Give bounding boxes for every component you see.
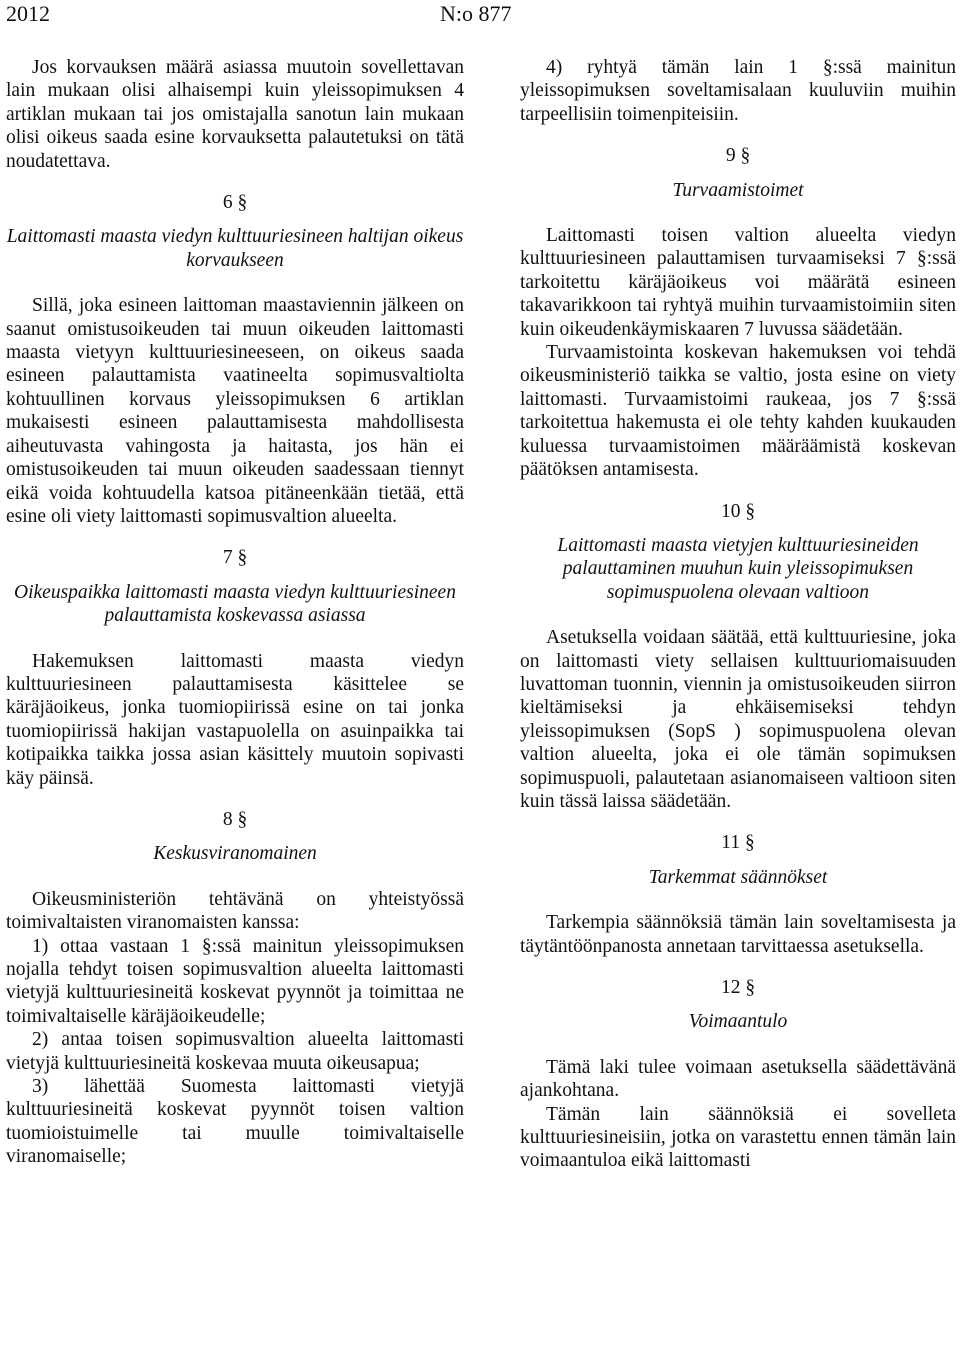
statute-number: N:o 877 [440,1,512,26]
list-item-4: 4) ryhtyä tämän lain 1 §:ssä mainitun yleissopimuksen soveltamisalaan kuuluviin muihin tarpeellisiin toimenpiteisiin. [520,57,956,125]
section-9 [520,144,956,481]
section-paragraph: Turvaamistointa koskevan hakemuksen voi tehdä oikeusministeriö taikka se valtio, josta esine on viety laittomasti. Turvaamistoimi raukeaa, jos 7 §:ssä tarkoitettua hakemusta ei ole tehty kahden kuukauden kuluessa turvaamistoimen määräämistä koskevan päätöksen antamisesta. [520,342,956,481]
section-12 [520,976,956,1173]
left-column [6,56,464,1169]
section-7 [6,546,464,790]
section-paragraph: Sillä, joka esineen laittoman maastaviennin jälkeen on saanut omistusoikeuden tai muun oikeuden laittomasti maasta vietyyn kulttuuriesineeseen, on oikeus saada esineen palauttamista vaatineelta sopimusvaltiolta kohtuullinen korvaus yleissopimuksen 6 artiklan mukaisesti esineen palauttamisesta mahdollisesta aiheutuvasta vahingosta ja haitasta, jos hän ei omistusoikeuden tai muun oikeuden saadessaan tiennyt eikä voida kohtuudella katsoa pitäneenkään tietää, että esine oli viety laittomasti sopimusvaltion alueelta. [6,295,464,527]
section-6 [6,191,464,528]
section-number: 7 § [222,547,248,569]
section-number: 12 § [720,977,756,998]
right-column [520,56,956,1173]
section-number: 8 § [222,808,248,830]
section-10 [520,500,956,814]
section-paragraph: Asetuksella voidaan säätää, että kulttuuriesine, joka on laittomasti viety sellaisen kulttuuriomaisuuden luvattoman tuonnin, viennin ja omistusoikeuden siirron kieltämiseksi ja ehkäisemiseksi tehdyn yleissopimuksen (SopS ) sopimuspuolena olevan valtion alueelta, joka ei ole tämän sopimuksen sopimuspuoli, palautetaan asianomaiseen valtioon siten kuin tässä laissa säädetään. [520,627,956,812]
section-paragraph: Tämä laki tulee voimaan asetuksella säädettävänä ajankohtana. [520,1056,956,1102]
section-title: Oikeuspaikka laittomasti maasta viedyn kulttuuriesineen palauttamista koskevassa asiassa [14,581,456,627]
section-11 [520,831,956,958]
section-number: 10 § [720,500,756,522]
section-title: Laittomasti maasta viedyn kulttuuriesineen haltijan oikeus korvaukseen [6,226,464,271]
section-number: 9 § [725,145,751,167]
section-title: Voimaantulo [688,1011,788,1033]
section-paragraph: Tämän lain säännöksiä ei sovelleta kulttuuriesineisiin, jotka on varastettu ennen tämän lain voimaantuloa eikä laittomasti [520,1103,956,1172]
section-number: 6 § [222,192,248,214]
section-title: Turvaamistoimet [672,179,804,201]
list-item-3: 3) lähettää Suomesta laittomasti vietyjä kulttuuriesineitä koskevat pyynnöt toisen valtion tuomioistuimelle tai muulle toimivaltaiselle viranomaiselle; [6,1076,464,1168]
list-item-2: 2) antaa toisen sopimusvaltion alueelta laittomasti vietyjä kulttuuriesineitä koskevaa muuta oikeusapua; [6,1029,464,1074]
section-title: Laittomasti maasta vietyjen kulttuuriesineiden palauttaminen muuhun kuin yleissopimuksen sopimuspuolena olevaan valtioon [557,534,919,603]
running-header [0,0,960,30]
section-paragraph: Hakemuksen laittomasti maasta viedyn kulttuuriesineen palauttamisesta käsittelee se käräjäoikeus, jonka tuomiopiirissä esine on tai jonka tuomiopiirissä hakijan vastapuolella on asuinpaikka tai kotipaikka taikka jossa asian käsittely muutoin sopivasti käy päinsä. [6,650,464,789]
section-title: Tarkemmat säännökset [648,866,828,888]
section-8 [6,808,464,1169]
list-item-1: 1) ottaa vastaan 1 §:ssä mainitun yleissopimuksen nojalla tehdyt toisen sopimusvaltion alueelta laittomasti vietyjä kulttuuriesineitä koskevat pyynnöt ja toimittaa ne toimivaltaiselle käräjäoikeudelle; [6,935,464,1027]
section-paragraph: Laittomasti toisen valtion alueelta viedyn kulttuuriesineen palauttamisen turvaamiseksi 7 §:ssä tarkoitettu käräjäoikeus voi määrätä esineen takavarikkoon tai ryhtyä muihin turvaamistoimiin siten kuin oikeudenkäymiskaaren 7 luvussa säädetään. [520,225,956,340]
section-title: Keskusviranomainen [153,843,317,865]
left-intro-paragraph: Jos korvauksen määrä asiassa muutoin sovellettavan lain mukaan olisi alhaisempi kuin yleissopimuksen 4 artiklan mukaan tai jos omistajalla sanotun lain mukaan olisi oikeus saada esine korvauksetta palautetuksi on tätä noudatettava. [6,57,464,172]
section-number: 11 § [721,832,755,854]
publication-year: 2012 [6,1,50,26]
section-paragraph: Tarkempia säännöksiä tämän lain soveltamisesta ja täytäntöönpanosta annetaan tarvittaessa asetuksella. [520,912,956,957]
section-paragraph: Oikeusministeriön tehtävänä on yhteistyössä toimivaltaisten viranomaisten kanssa: [6,888,464,934]
